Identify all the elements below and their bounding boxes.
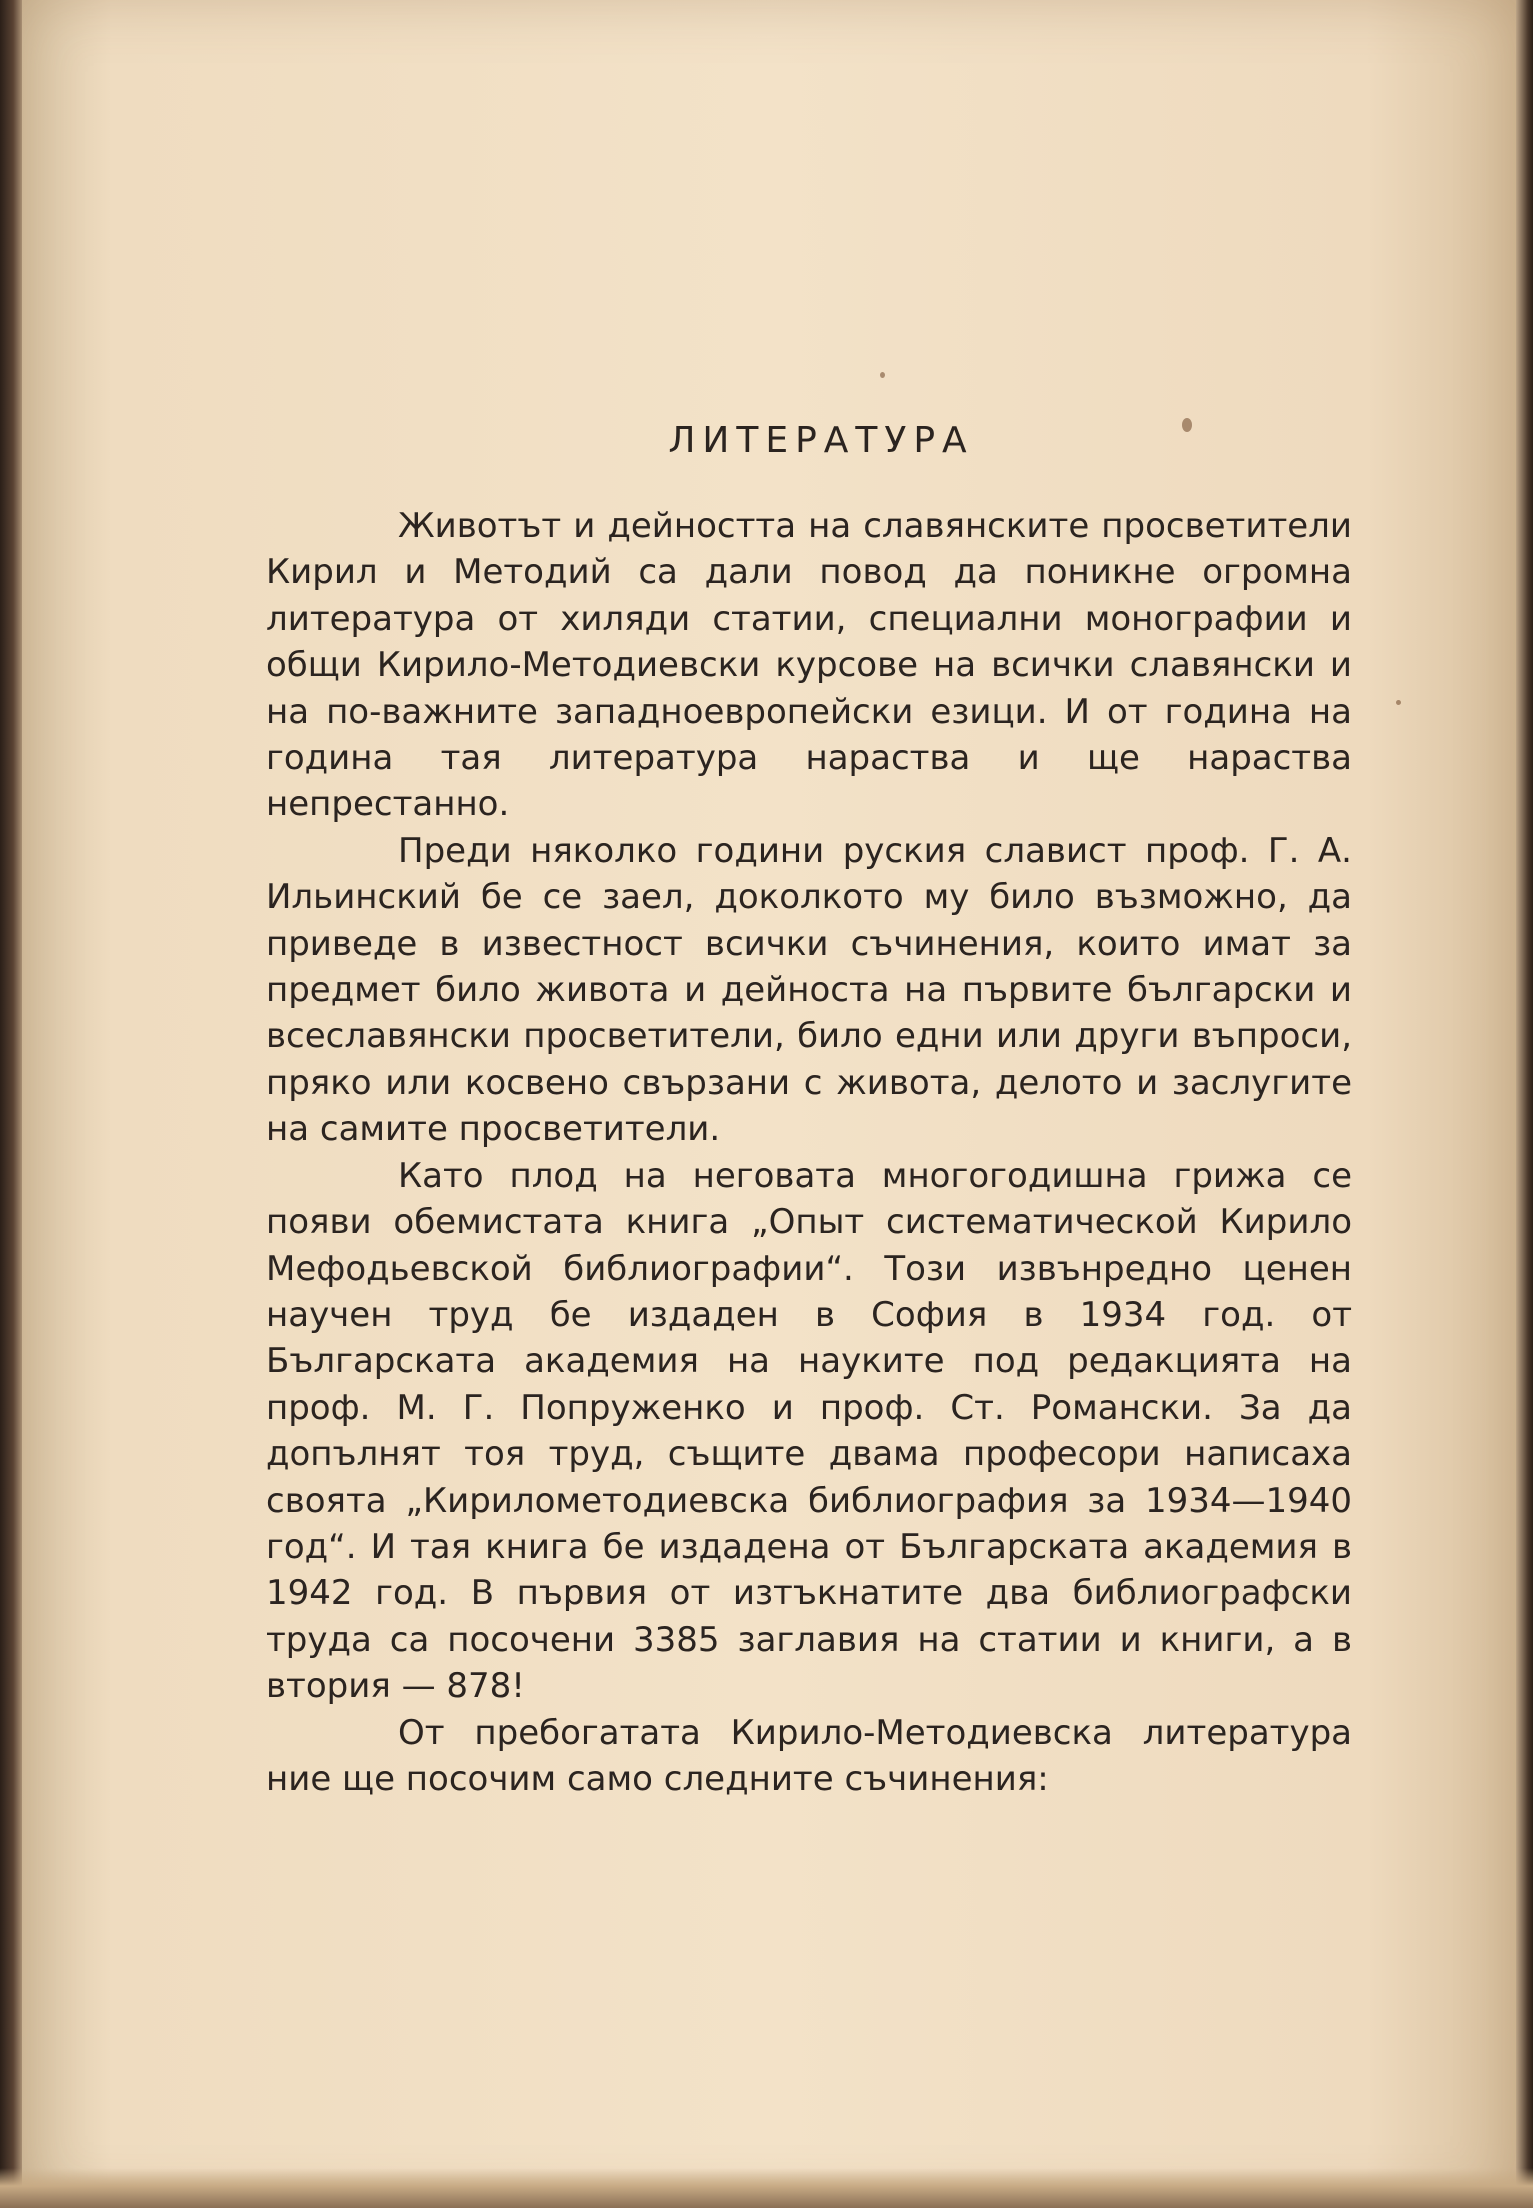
page-title: ЛИТЕРАТУРА bbox=[668, 420, 974, 461]
ink-spot bbox=[880, 372, 885, 378]
page-content bbox=[266, 420, 1352, 1802]
paragraph-bibliography: Като плод на неговата многогодишна грижа се появи обемистата книга „Опыт систематической Кирило Мефодьевской библиографии“. Този извънредно ценен научен труд бе издаден в София в 1934 год. от Българската академия на науките под редакцията на проф. М. Г. Попруженко и проф. Ст. Романски. За да допълнят тоя труд, същите двама професори написаха своята „Кирилометодиевска библиография за 1934—1940 год“. И тая книга бе издадена от Българската академия в 1942 год. В първия от изтъкнатите два библиографски труда са посочени 3385 заглавия на статии и книги, а в втория — 878! bbox=[266, 1155, 1352, 1707]
paragraph-list-intro: От пребогатата Кирило-Методиевска литература ние ще посочим само следните съчинения: bbox=[266, 1712, 1352, 1799]
page-edge-right bbox=[1516, 0, 1533, 2208]
page-edge-bottom bbox=[0, 2168, 1533, 2208]
ink-spot bbox=[1396, 700, 1401, 705]
paragraph-intro: Животът и дейността на славянските просветители Кирил и Методий са дали повод да поникне огромна литература от хиляди статии, специални монографии и общи Кирило-Методиевски курсове на всички славянски и на по-важните западноевропейски езици. И от година на година тая литература нараства и ще нараства непрестанно. bbox=[266, 506, 1352, 825]
page-edge-left bbox=[0, 0, 22, 2208]
paragraph-ilinsky: Преди няколко години руския славист проф. Г. А. Ильинский бе се заел, доколкото му било възможно, да приведе в известност всички съчинения, които имат за предмет било живота и дейноста на първите български и всеславянски просветители, било едни или други въпроси, пряко или косвено свързани с живота, делото и заслугите на самите просветители. bbox=[266, 830, 1352, 1150]
